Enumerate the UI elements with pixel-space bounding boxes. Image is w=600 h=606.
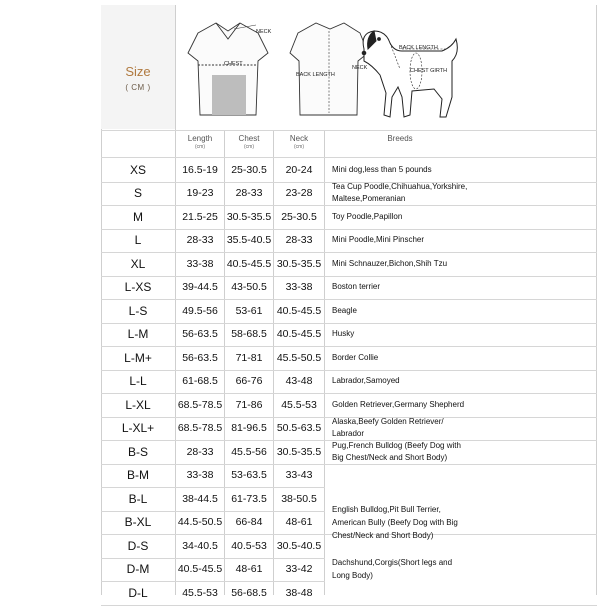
dog-chest-girth-label: CHEST GIRTH	[410, 68, 448, 74]
breed-text: Dachshund,Corgis(Short legs and	[332, 558, 453, 568]
size-label: B-L	[128, 491, 148, 506]
breed-text: Maltese,Pomeranian	[332, 194, 406, 204]
measurement-neck: 45.5-50.5	[276, 351, 322, 364]
measurement-neck: 33-43	[285, 469, 313, 482]
grid-line	[101, 323, 597, 324]
breed-text: Border Collie	[332, 352, 379, 362]
size-label: B-M	[127, 468, 149, 483]
grid-line	[101, 276, 597, 277]
breed-text: Husky	[332, 329, 355, 339]
size-label: B-XL	[124, 515, 152, 530]
grid-line	[101, 130, 597, 131]
measurement-length: 38-44.5	[182, 492, 218, 505]
size-label: L-M	[127, 327, 149, 342]
measurement-neck: 28-33	[285, 234, 313, 247]
measurement-length: 33-38	[186, 469, 214, 482]
grid-line	[101, 464, 597, 465]
measurement-chest: 61-73.5	[231, 492, 267, 505]
column-header-label: Chest	[238, 134, 260, 143]
column-header-label: Length	[187, 134, 213, 143]
size-unit: ( CM )	[125, 83, 151, 92]
measurement-chest: 40.5-53	[231, 539, 267, 552]
breed-text: Alaska,Beefy Golden Retriever/	[332, 417, 444, 427]
measurement-length: 44.5-50.5	[177, 516, 223, 529]
measurement-neck: 20-24	[285, 163, 313, 176]
measurement-length: 21.5-25	[182, 210, 218, 223]
size-label: XL	[130, 256, 146, 271]
grid-line	[101, 605, 597, 606]
measurement-chest: 53-63.5	[231, 469, 267, 482]
grid-line	[324, 131, 325, 595]
column-header-unit: (cm)	[244, 144, 254, 150]
size-label: L-XL	[125, 397, 151, 412]
dog-image	[362, 31, 457, 117]
measurement-length: 34-40.5	[182, 539, 218, 552]
grid-line	[101, 487, 325, 488]
breed-text: Labrador,Samoyed	[332, 376, 400, 386]
measurement-chest: 28-33	[235, 187, 263, 200]
size-label: L-L	[129, 374, 147, 389]
column-header-breeds	[325, 134, 475, 143]
measurement-neck: 33-42	[285, 563, 313, 576]
measurement-chest: 56-68.5	[231, 586, 267, 599]
breed-text: Tea Cup Poodle,Chihuahua,Yorkshire,	[332, 182, 468, 192]
measurement-length: 39-44.5	[182, 281, 218, 294]
size-label: D-M	[126, 562, 150, 577]
shirt-chest-label: CHEST	[224, 61, 243, 67]
measurement-neck: 40.5-45.5	[276, 304, 322, 317]
measurement-length: 16.5-19	[182, 163, 218, 176]
measurement-chest: 25-30.5	[231, 163, 267, 176]
measurement-neck: 48-61	[285, 516, 313, 529]
column-header-neck	[274, 134, 324, 150]
measurement-chest: 66-84	[235, 516, 263, 529]
column-header-label: Breeds	[387, 134, 413, 143]
breed-text: Labrador	[332, 429, 365, 439]
size-label: L-S	[128, 303, 148, 318]
breed-text: Mini dog,less than 5 pounds	[332, 164, 432, 174]
dog-neck-label: NECK	[352, 65, 368, 71]
breed-text: Boston terrier	[332, 282, 381, 292]
measurement-neck: 38-48	[285, 586, 313, 599]
grid-line	[596, 5, 597, 595]
breed-text: Mini Schnauzer,Bichon,Shih Tzu	[332, 258, 448, 268]
grid-line	[101, 511, 325, 512]
measurement-length: 45.5-53	[182, 586, 218, 599]
measurement-length: 40.5-45.5	[177, 563, 223, 576]
measurement-length: 49.5-56	[182, 304, 218, 317]
measurement-length: 56-63.5	[182, 351, 218, 364]
grid-line	[101, 229, 597, 230]
measurement-neck: 33-38	[285, 281, 313, 294]
breed-text: Pug,French Bulldog (Beefy Dog with	[332, 440, 461, 450]
grid-line	[101, 393, 597, 394]
measurement-chest: 48-61	[235, 563, 263, 576]
measurement-chest: 71-86	[235, 398, 263, 411]
measurement-neck: 25-30.5	[281, 210, 317, 223]
size-label: D-L	[128, 585, 148, 600]
shirt-back-length-label: BACK LENGTH	[296, 72, 335, 78]
size-label: S	[133, 186, 142, 201]
measurement-neck: 30.5-35.5	[276, 257, 322, 270]
shirt-front-image	[188, 23, 268, 115]
measurement-chest: 43-50.5	[231, 281, 267, 294]
size-label: XS	[129, 162, 146, 177]
measurement-chest: 71-81	[235, 351, 263, 364]
measurement-neck: 50.5-63.5	[276, 422, 322, 435]
size-title-cell	[101, 5, 175, 129]
column-header-length	[176, 134, 224, 150]
measurement-chest: 35.5-40.5	[226, 234, 272, 247]
measurement-chest: 30.5-35.5	[226, 210, 272, 223]
size-label: L-XL+	[121, 421, 155, 436]
measurement-drawing	[176, 5, 596, 129]
measurement-length: 61-68.5	[182, 375, 218, 388]
size-title: Size	[125, 64, 151, 79]
measurement-length: 28-33	[186, 234, 214, 247]
grid-line	[101, 346, 597, 347]
measurement-length: 68.5-78.5	[177, 398, 223, 411]
measurement-illustration	[176, 5, 596, 129]
grid-line	[101, 558, 325, 559]
breed-text: English Bulldog,Pit Bull Terrier,	[332, 504, 441, 514]
breed-text: Chest/Neck and Short Body)	[332, 530, 434, 540]
measurement-chest: 58-68.5	[231, 328, 267, 341]
column-header-unit: (cm)	[294, 144, 304, 150]
measurement-neck: 38-50.5	[281, 492, 317, 505]
size-label: B-S	[127, 444, 148, 459]
size-label: D-S	[127, 538, 149, 553]
measurement-neck: 40.5-45.5	[276, 328, 322, 341]
breed-text: Mini Poodle,Mini Pinscher	[332, 235, 425, 245]
breed-text: Golden Retriever,Germany Shepherd	[332, 399, 465, 409]
size-label: L-M+	[124, 350, 152, 365]
size-label: L-XS	[124, 280, 152, 295]
measurement-length: 28-33	[186, 445, 214, 458]
measurement-chest: 53-61	[235, 304, 263, 317]
grid-line	[101, 299, 597, 300]
measurement-chest: 45.5-56	[231, 445, 267, 458]
measurement-length: 33-38	[186, 257, 214, 270]
column-header-label: Neck	[289, 134, 309, 143]
measurement-chest: 40.5-45.5	[226, 257, 272, 270]
measurement-length: 68.5-78.5	[177, 422, 223, 435]
grid-line	[101, 370, 597, 371]
measurement-neck: 45.5-53	[281, 398, 317, 411]
measurement-length: 56-63.5	[182, 328, 218, 341]
breed-text: Big Chest/Neck and Short Body)	[332, 452, 448, 462]
grid-line	[101, 252, 597, 253]
measurement-neck: 30.5-35.5	[276, 445, 322, 458]
measurement-chest: 66-76	[235, 375, 263, 388]
measurement-neck: 43-48	[285, 375, 313, 388]
grid-line	[101, 205, 597, 206]
breed-text: Toy Poodle,Papillon	[332, 211, 403, 221]
size-label: L	[134, 233, 142, 248]
measurement-length: 19-23	[186, 187, 214, 200]
breed-text: Beagle	[332, 305, 357, 315]
column-header-unit: (cm)	[195, 144, 205, 150]
column-header-chest	[225, 134, 273, 150]
size-label: M	[133, 209, 143, 224]
shirt-neck-label: NECK	[256, 29, 272, 35]
grid-line	[101, 581, 325, 582]
dog-back-length-label: BACK LENGTH	[399, 45, 438, 51]
breed-text: American Bully (Beefy Dog with Big	[332, 517, 458, 527]
measurement-neck: 30.5-40.5	[276, 539, 322, 552]
measurement-chest: 81-96.5	[231, 422, 267, 435]
breed-text: Long Body)	[332, 571, 373, 581]
grid-line	[101, 157, 597, 158]
measurement-neck: 23-28	[285, 187, 313, 200]
